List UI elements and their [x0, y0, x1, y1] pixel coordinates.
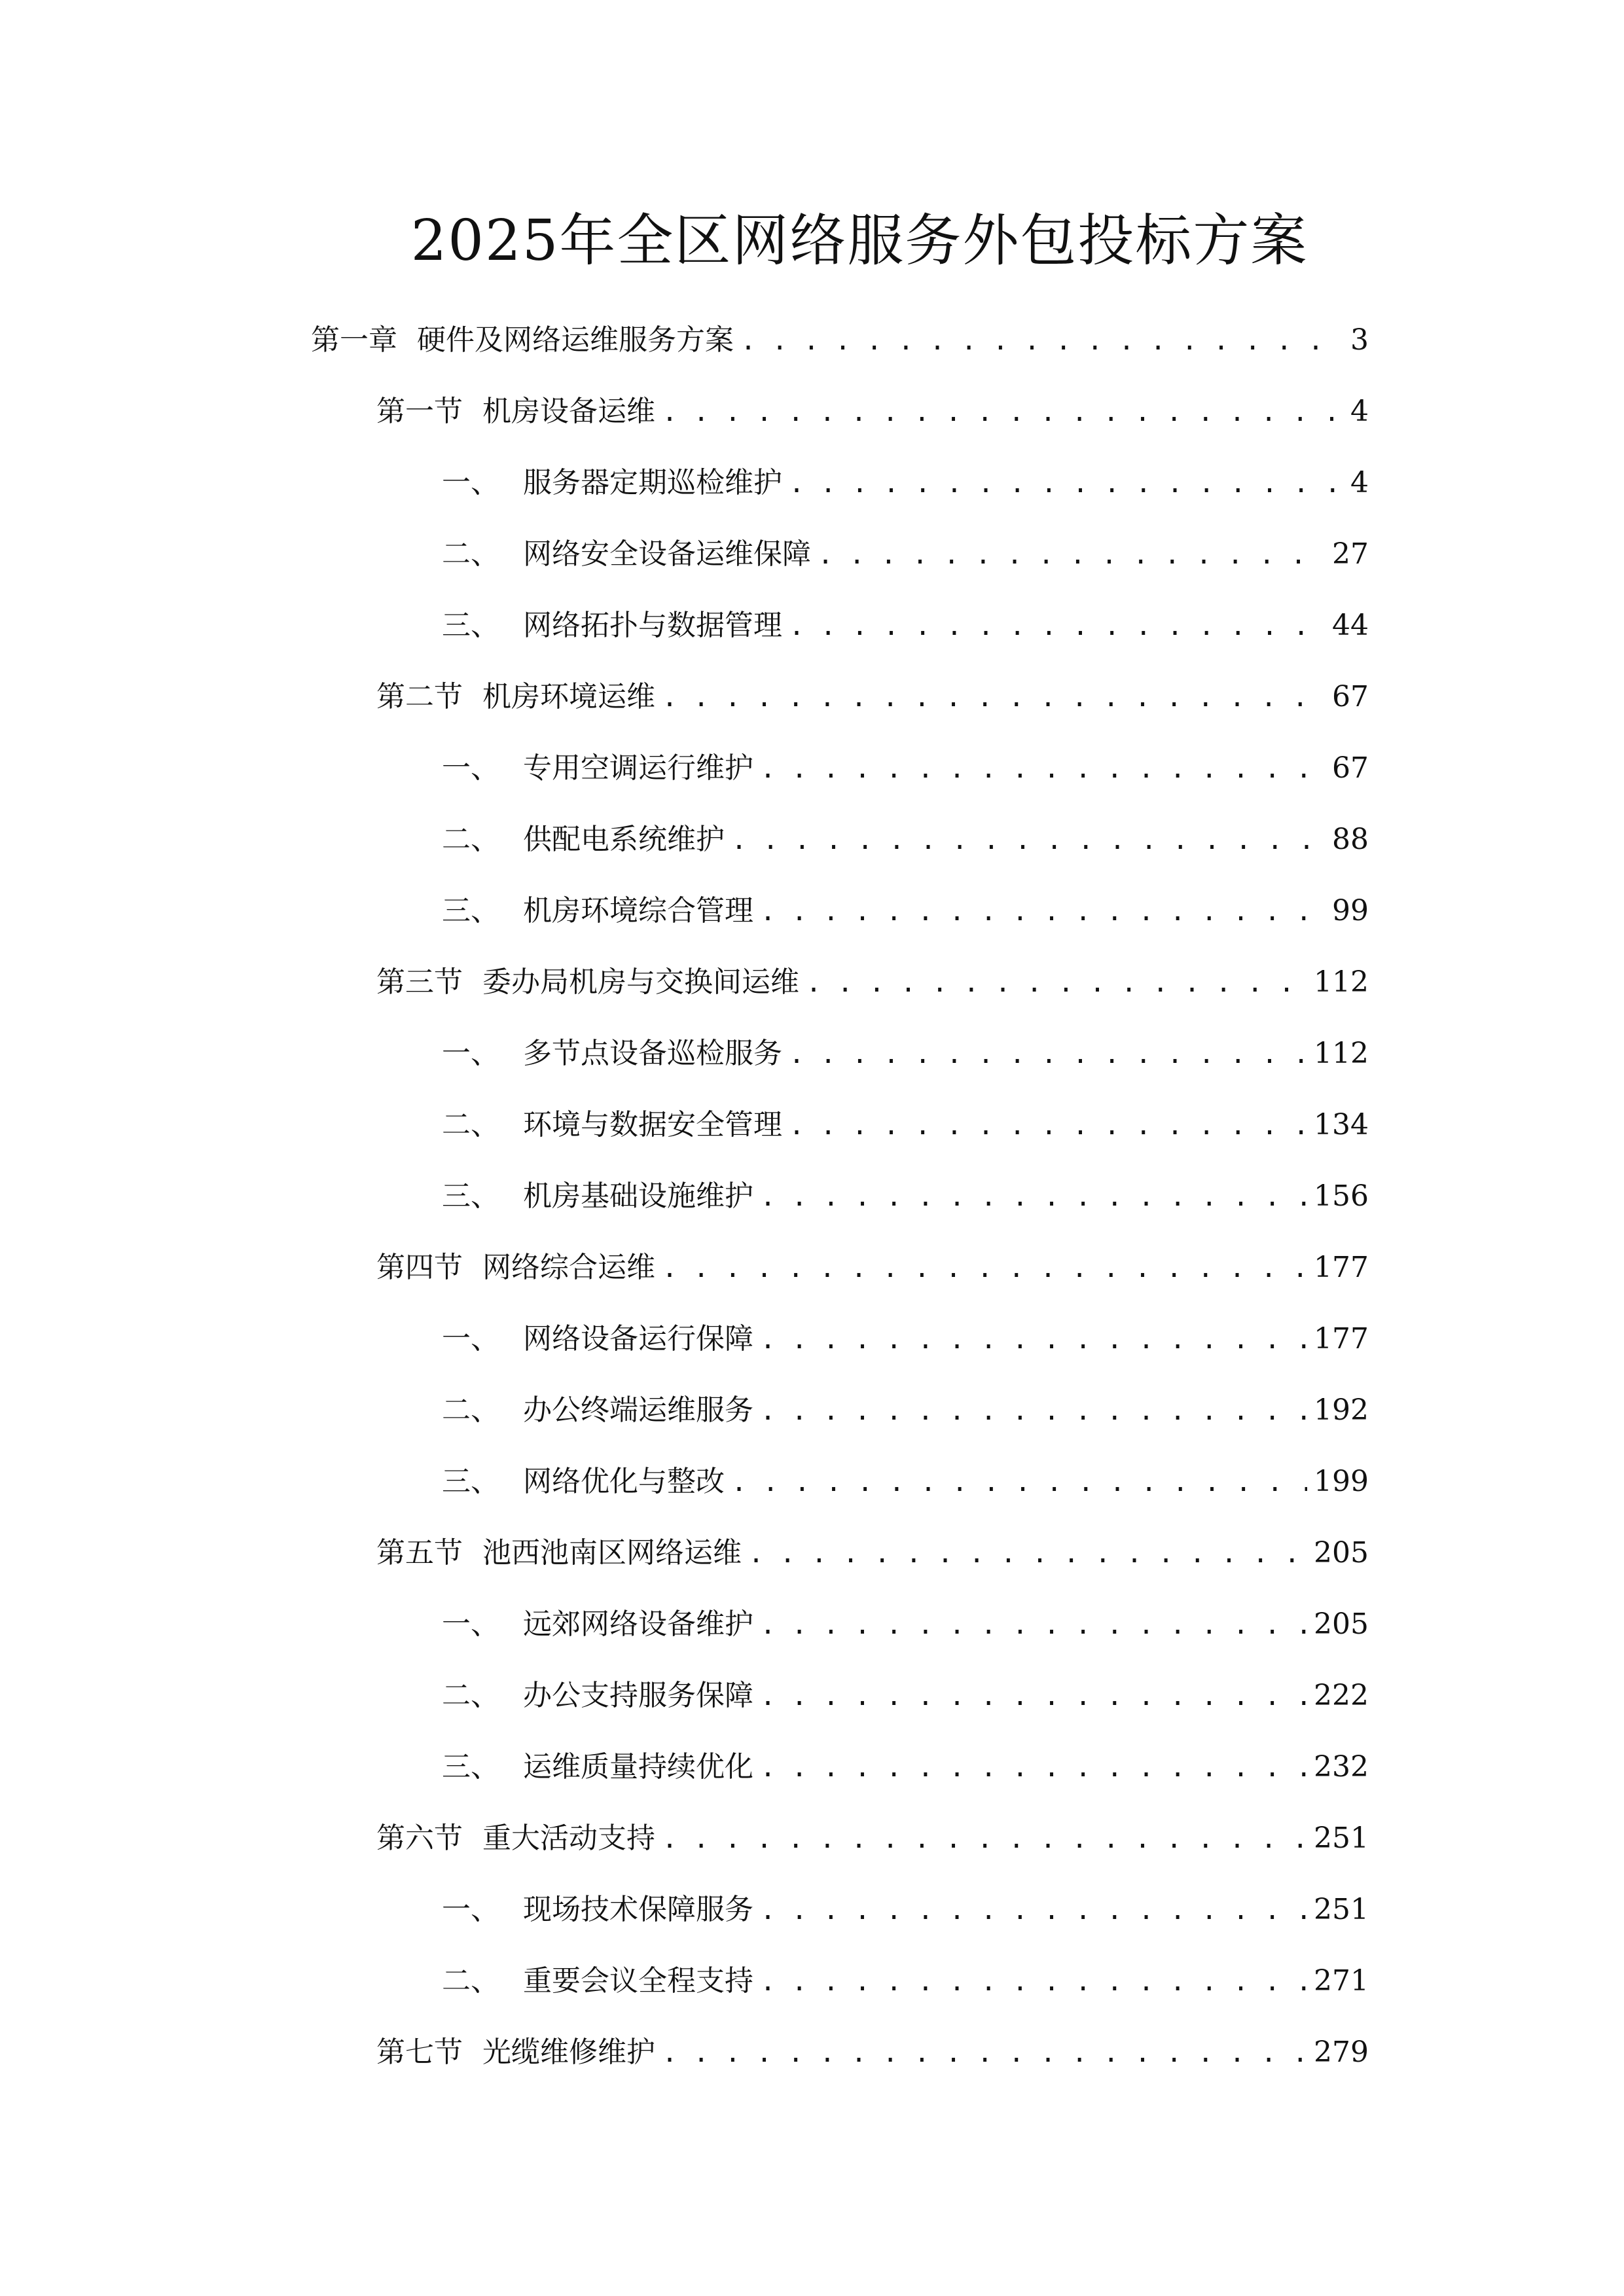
toc-subsection[interactable] — [442, 528, 1369, 581]
toc-subsection[interactable] — [442, 1955, 1369, 2007]
toc-subsection[interactable] — [442, 457, 1369, 509]
toc-entry-prefix: 三、 — [442, 1750, 499, 1784]
dot-leader — [760, 743, 1326, 795]
dot-leader — [740, 315, 1343, 367]
toc-entry-page-number: 67 — [1332, 751, 1369, 785]
toc-entry-page-number: 27 — [1332, 537, 1369, 571]
toc-entry-title: 供配电系统维护 — [523, 823, 725, 856]
toc-entry-page-number: 4 — [1350, 466, 1369, 499]
toc-entry-prefix: 三、 — [442, 609, 499, 642]
toc-entry-page-number: 99 — [1332, 894, 1369, 927]
toc-entry-prefix: 二、 — [442, 1108, 499, 1141]
toc-entry-page-number: 251 — [1314, 1821, 1369, 1855]
toc-section[interactable] — [376, 1527, 1369, 1579]
toc-entry-title: 网络优化与整改 — [523, 1465, 725, 1498]
toc-subsection[interactable] — [442, 1028, 1369, 1080]
toc-entry-title: 多节点设备巡检服务 — [523, 1037, 782, 1070]
toc-entry-title: 硬件及网络运维服务方案 — [417, 323, 734, 357]
toc-entry-page-number: 177 — [1314, 1251, 1369, 1284]
toc-subsection[interactable] — [442, 1313, 1369, 1365]
dot-leader — [760, 1670, 1307, 1723]
toc-section[interactable] — [376, 1812, 1369, 1865]
toc-entry-title: 机房环境综合管理 — [523, 894, 753, 927]
dot-leader — [662, 386, 1343, 439]
toc-entry-prefix: 二、 — [442, 1964, 499, 1998]
toc-entry-page-number: 4 — [1350, 395, 1369, 428]
dot-leader — [731, 1456, 1307, 1509]
toc-subsection[interactable] — [442, 1884, 1369, 1936]
toc-entry-page-number: 44 — [1332, 609, 1369, 642]
page-title: 2025年全区网络服务外包投标方案 — [410, 208, 1308, 274]
toc-chapter[interactable] — [311, 314, 1369, 367]
toc-entry-title: 网络安全设备运维保障 — [523, 537, 811, 571]
toc-entry-prefix: 第一章 — [311, 323, 397, 357]
toc-entry-prefix: 二、 — [442, 1679, 499, 1712]
toc-entry-prefix: 二、 — [442, 1393, 499, 1427]
toc-entry-title: 重要会议全程支持 — [523, 1964, 753, 1998]
toc-subsection[interactable] — [442, 1741, 1369, 1793]
toc-entry-page-number: 67 — [1332, 680, 1369, 713]
toc-entry-prefix: 三、 — [442, 1465, 499, 1498]
toc-entry-prefix: 第二节 — [376, 680, 463, 713]
toc-entry-title: 远郊网络设备维护 — [523, 1607, 753, 1641]
toc-subsection[interactable] — [442, 742, 1369, 795]
dot-leader — [789, 1100, 1307, 1152]
toc-entry-prefix: 第五节 — [376, 1536, 463, 1570]
toc-entry-page-number: 222 — [1314, 1679, 1369, 1712]
toc-entry-page-number: 3 — [1350, 323, 1369, 357]
dot-leader — [760, 1171, 1307, 1223]
toc-subsection[interactable] — [442, 814, 1369, 866]
dot-leader — [760, 886, 1326, 938]
toc-entry-title: 机房设备运维 — [482, 395, 655, 428]
dot-leader — [789, 1028, 1307, 1081]
toc-entry-title: 光缆维修维护 — [482, 2036, 655, 2069]
dot-leader — [818, 529, 1326, 581]
toc-entry-page-number: 232 — [1314, 1750, 1369, 1784]
toc-entry-prefix: 第一节 — [376, 395, 463, 428]
toc-section[interactable] — [376, 2026, 1369, 2079]
toc-entry-page-number: 271 — [1314, 1964, 1369, 1998]
toc-subsection[interactable] — [442, 1670, 1369, 1722]
toc-section[interactable] — [376, 956, 1369, 1009]
toc-entry-prefix: 第六节 — [376, 1821, 463, 1855]
dot-leader — [760, 1385, 1307, 1437]
toc-entry-title: 网络综合运维 — [482, 1251, 655, 1284]
toc-entry-prefix: 第七节 — [376, 2036, 463, 2069]
dot-leader — [748, 1528, 1307, 1580]
toc-entry-prefix: 一、 — [442, 1037, 499, 1070]
toc-entry-page-number: 134 — [1314, 1108, 1369, 1141]
toc-entry-page-number: 112 — [1314, 965, 1369, 999]
toc-entry-page-number: 279 — [1314, 2036, 1369, 2069]
toc-section[interactable] — [376, 386, 1369, 438]
dot-leader — [662, 1813, 1307, 1865]
dot-leader — [760, 1314, 1307, 1366]
toc-entry-page-number: 156 — [1314, 1179, 1369, 1213]
toc-entry-title: 服务器定期巡检维护 — [523, 466, 782, 499]
toc-entry-title: 池西池南区网络运维 — [482, 1536, 742, 1570]
toc-entry-title: 重大活动支持 — [482, 1821, 655, 1855]
toc-entry-page-number: 177 — [1314, 1322, 1369, 1355]
toc-subsection[interactable] — [442, 1598, 1369, 1651]
toc-entry-page-number: 205 — [1314, 1536, 1369, 1570]
toc-entry-prefix: 一、 — [442, 466, 499, 499]
toc-entry-page-number: 88 — [1332, 823, 1369, 856]
toc-entry-prefix: 一、 — [442, 1322, 499, 1355]
toc-entry-prefix: 第四节 — [376, 1251, 463, 1284]
toc-subsection[interactable] — [442, 600, 1369, 652]
toc-entry-title: 网络设备运行保障 — [523, 1322, 753, 1355]
toc-entry-prefix: 三、 — [442, 1179, 499, 1213]
dot-leader — [662, 2027, 1307, 2079]
toc-section[interactable] — [376, 671, 1369, 723]
toc-entry-title: 环境与数据安全管理 — [523, 1108, 782, 1141]
toc-entry-page-number: 205 — [1314, 1607, 1369, 1641]
toc-entry-title: 现场技术保障服务 — [523, 1893, 753, 1926]
toc-entry-prefix: 二、 — [442, 537, 499, 571]
toc-entry-page-number: 199 — [1314, 1465, 1369, 1498]
toc-entry-title: 专用空调运行维护 — [523, 751, 753, 785]
toc-entry-title: 机房基础设施维护 — [523, 1179, 753, 1213]
dot-leader — [662, 672, 1326, 724]
toc-subsection[interactable] — [442, 1099, 1369, 1151]
dot-leader — [760, 1956, 1307, 2008]
toc-entry-page-number: 251 — [1314, 1893, 1369, 1926]
toc-entry-prefix: 一、 — [442, 751, 499, 785]
toc-entry-title: 机房环境运维 — [482, 680, 655, 713]
dot-leader — [760, 1599, 1307, 1651]
toc-entry-prefix: 第三节 — [376, 965, 463, 999]
toc-entry-title: 办公终端运维服务 — [523, 1393, 753, 1427]
dot-leader — [789, 600, 1326, 653]
toc-subsection[interactable] — [442, 1384, 1369, 1437]
toc-entry-title: 委办局机房与交换间运维 — [482, 965, 799, 999]
toc-entry-prefix: 一、 — [442, 1607, 499, 1641]
toc-subsection[interactable] — [442, 1170, 1369, 1223]
toc-entry-prefix: 一、 — [442, 1893, 499, 1926]
toc-section[interactable] — [376, 1242, 1369, 1294]
dot-leader — [662, 1242, 1307, 1295]
dot-leader — [806, 957, 1307, 1009]
dot-leader — [760, 1884, 1307, 1937]
toc-entry-title: 办公支持服务保障 — [523, 1679, 753, 1712]
dot-leader — [731, 814, 1326, 867]
toc-entry-prefix: 三、 — [442, 894, 499, 927]
toc-entry-title: 网络拓扑与数据管理 — [523, 609, 782, 642]
toc-entry-prefix: 二、 — [442, 823, 499, 856]
toc-subsection[interactable] — [442, 885, 1369, 937]
dot-leader — [789, 457, 1343, 510]
dot-leader — [760, 1742, 1307, 1794]
toc-entry-title: 运维质量持续优化 — [523, 1750, 753, 1784]
toc-entry-page-number: 112 — [1314, 1037, 1369, 1070]
toc-entry-page-number: 192 — [1314, 1393, 1369, 1427]
toc-subsection[interactable] — [442, 1456, 1369, 1508]
